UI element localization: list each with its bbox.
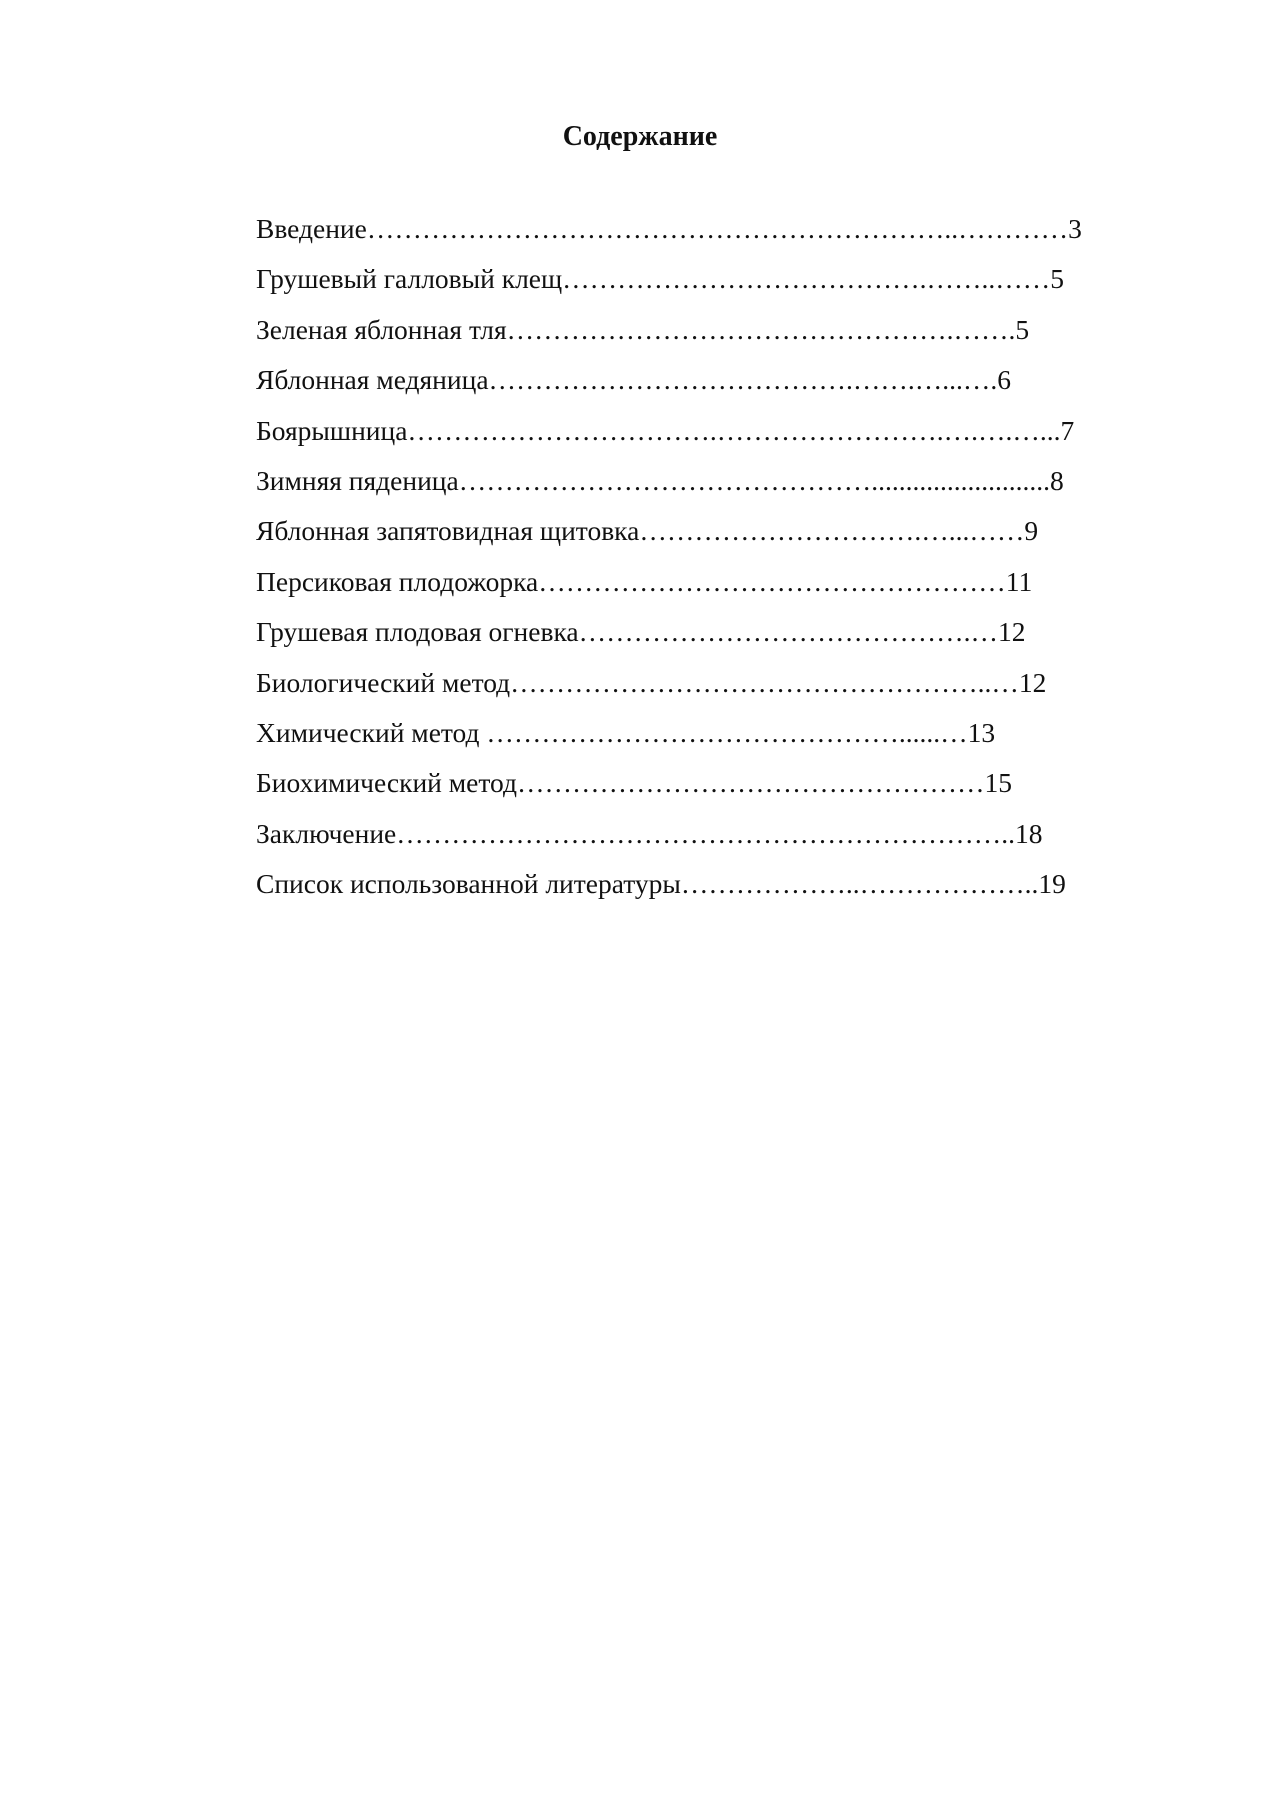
- toc-entry-text: Заключение…………………………………………………………..18: [256, 817, 1043, 849]
- toc-entry: [256, 614, 1082, 664]
- toc-entry-text: Биологический метод……………………………………………..…12: [256, 666, 1047, 698]
- toc-entry: [256, 665, 1082, 715]
- table-of-contents: [256, 211, 1082, 916]
- toc-entry: [256, 765, 1082, 815]
- toc-entry: [256, 362, 1082, 412]
- toc-entry: [256, 413, 1082, 463]
- toc-entry-text: Зеленая яблонная тля………………………………………….…….5: [256, 313, 1030, 345]
- toc-entry-text: Список использованной литературы………………..………………..19: [256, 868, 1066, 900]
- toc-entry: [256, 312, 1082, 362]
- toc-entry: [256, 463, 1082, 513]
- page-title: Содержание: [562, 121, 718, 152]
- toc-entry-text: Персиковая плодожорка……………………………………………11: [256, 565, 1033, 597]
- toc-entry-text: Яблонная медяница………………………………….…….…...….6: [256, 364, 1012, 396]
- toc-entry: [256, 715, 1082, 765]
- toc-entry-text: Грушевая плодовая огневка…………………………………….…12: [256, 616, 1026, 648]
- toc-entry-text: Яблонная запятовидная щитовка………………………….…...……9: [256, 515, 1039, 547]
- toc-entry: [256, 211, 1082, 261]
- toc-entry-text: Боярышница…………………………….…………………….….….…...7: [256, 414, 1075, 446]
- toc-entry: [256, 816, 1082, 866]
- toc-entry-text: Зимняя пяденица………………………………………..........................8: [256, 464, 1064, 496]
- toc-entry-text: Введение………………………………………………………..…………3: [256, 213, 1082, 244]
- toc-entry-text: Химический метод ………………………………………......…13: [256, 716, 996, 748]
- toc-entry: [256, 261, 1082, 311]
- toc-entry: [256, 866, 1082, 916]
- toc-entry: [256, 564, 1082, 614]
- toc-entry-text: Грушевый галловый клещ………………………………….……..……5: [256, 263, 1065, 295]
- toc-entry-text: Биохимический метод……………………………………………15: [256, 767, 1012, 799]
- toc-entry: [256, 513, 1082, 563]
